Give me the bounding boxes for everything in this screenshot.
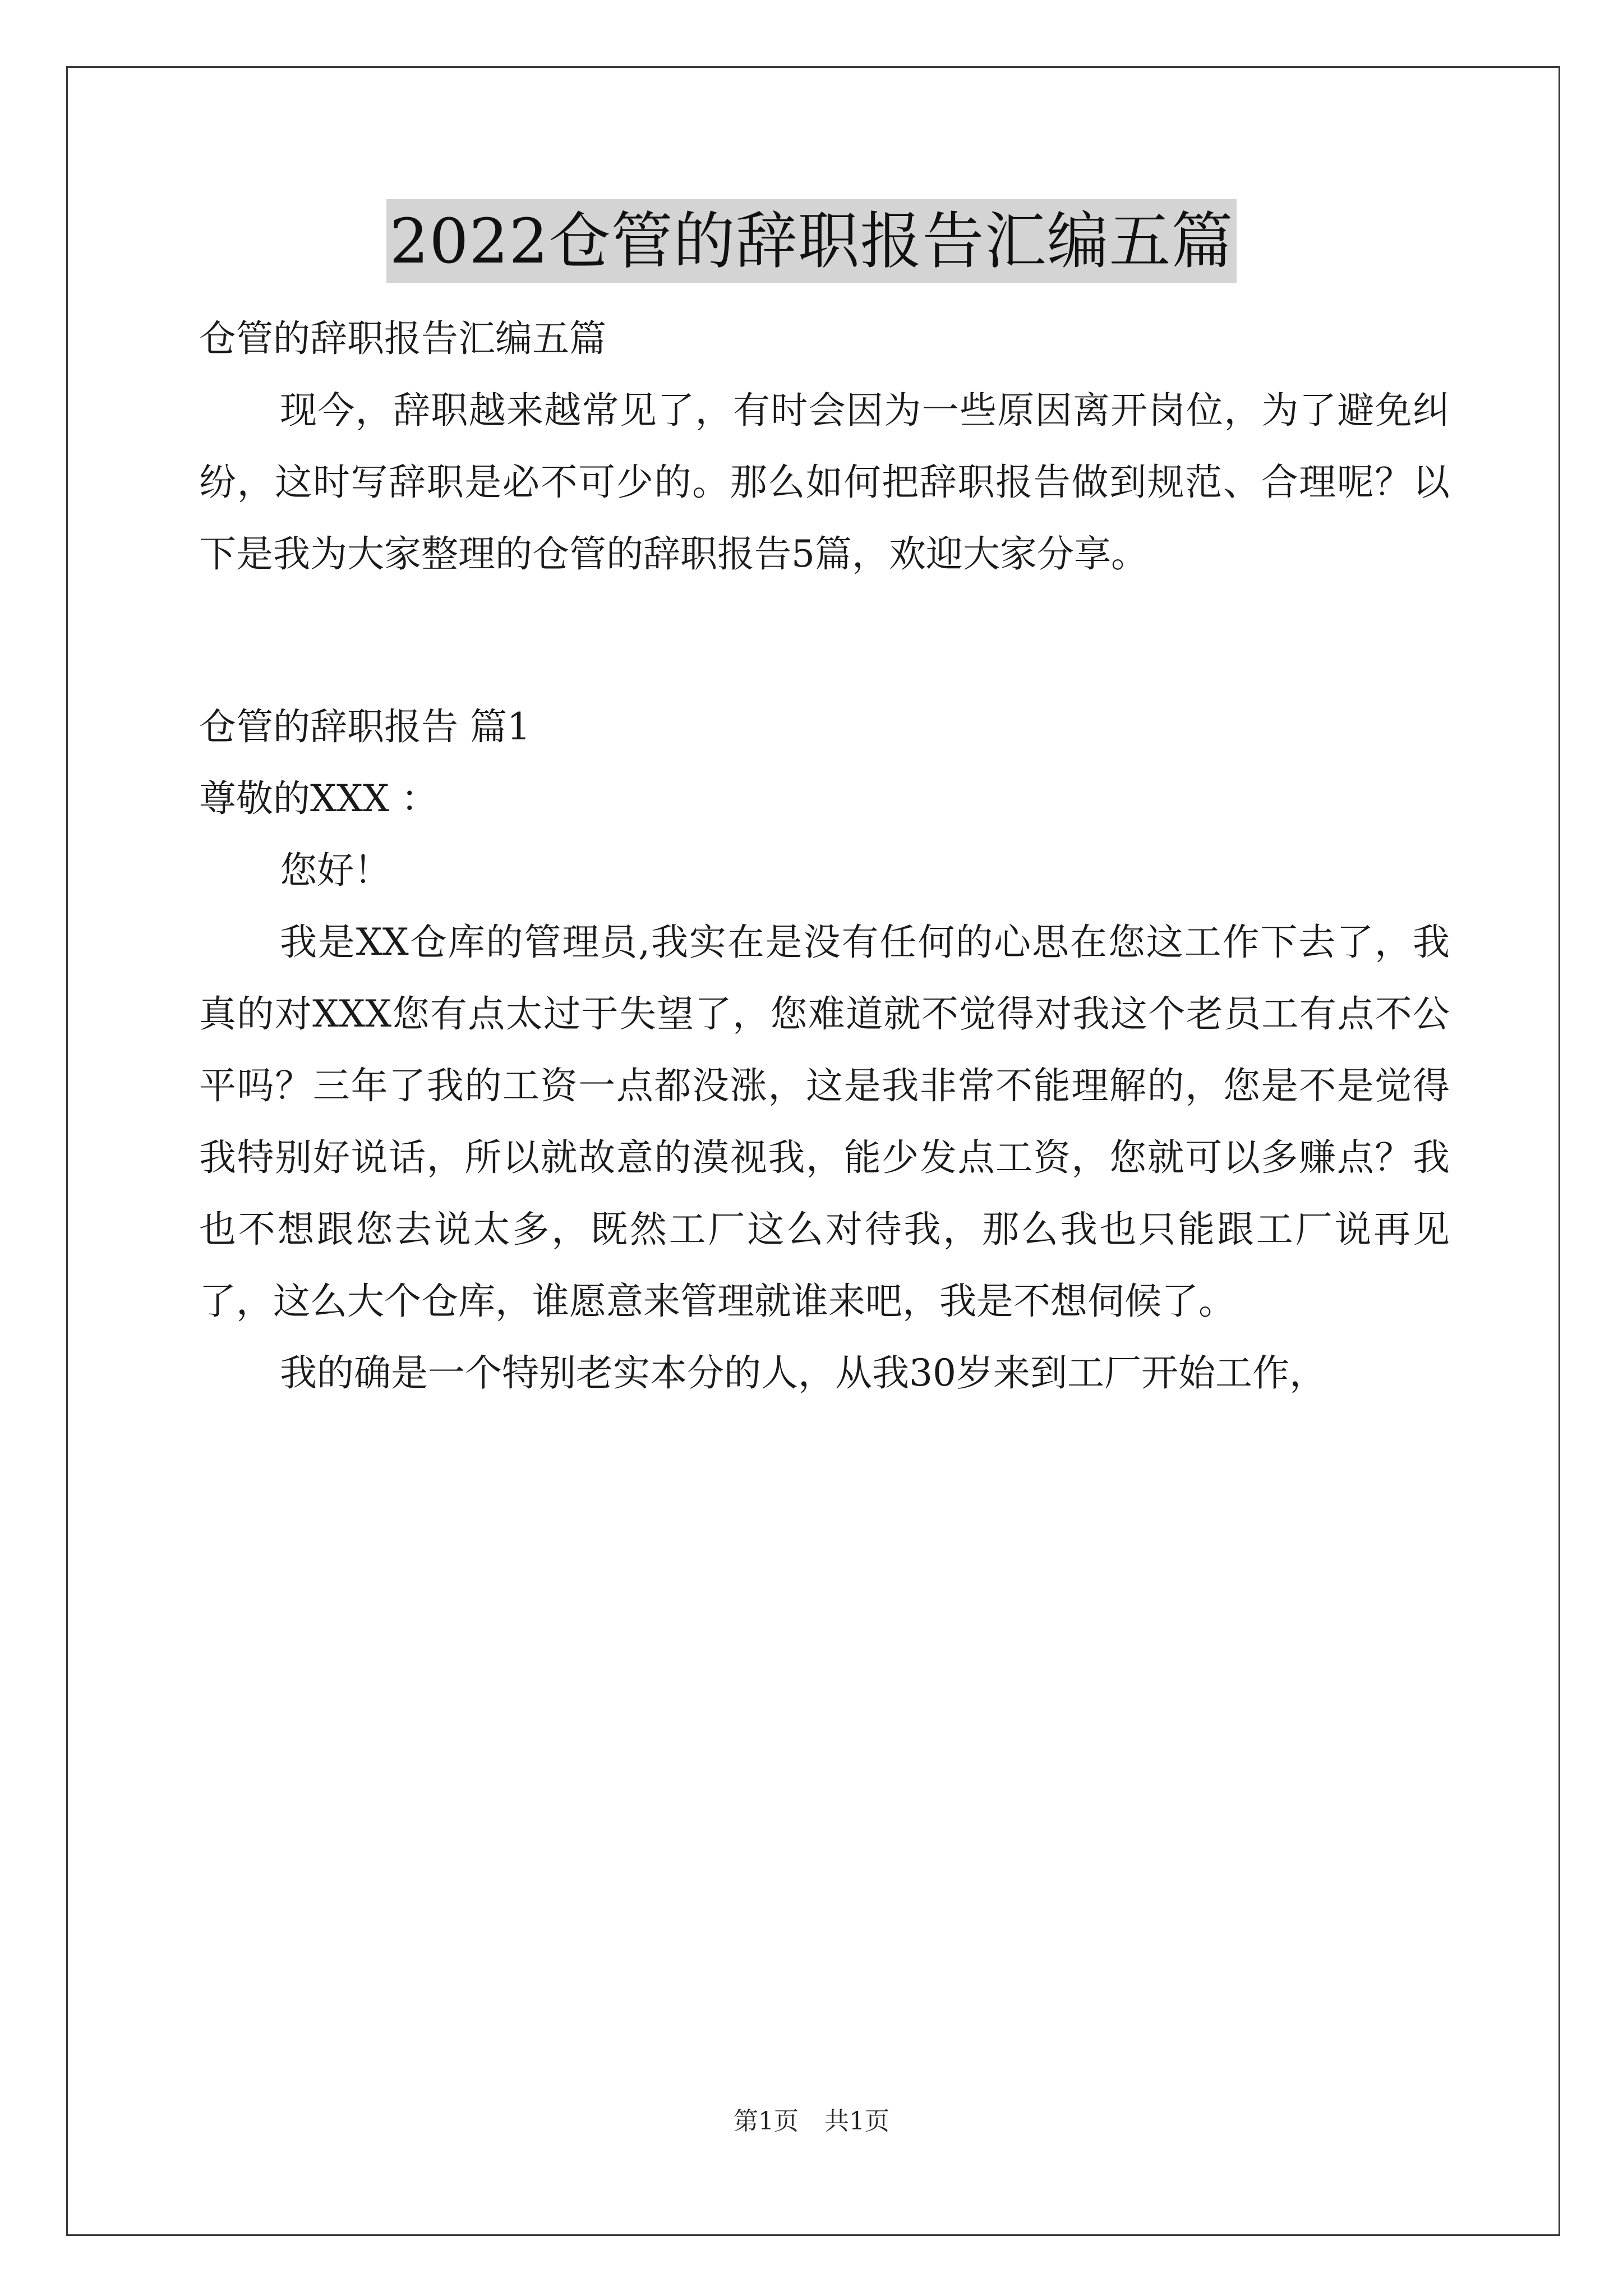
page-total: 共1页 bbox=[824, 2107, 889, 2136]
document-subtitle: 仓管的辞职报告汇编五篇 bbox=[199, 317, 606, 360]
body-paragraph: 我是XX仓库的管理员,我实在是没有任何的心思在您这工作下去了，我真的对XXX您有点太过于失望了，您难道就不觉得对我这个老员工有点不公平吗？三年了我的工资一点都没涨，这是我非常不能理解的，您是不是觉得我特别好说话，所以就故意的漠视我，能少发点工资，您就可以多赚点？我也不想跟您去说太多，既然工厂这么对待我，那么我也只能跟工厂说再见了，这么大个仓库，谁愿意来管理就谁来吧，我是不想伺候了。 bbox=[199, 921, 1450, 1323]
salutation: 尊敬的XXX ： bbox=[199, 777, 438, 820]
document-title: 2022仓管的辞职报告汇编五篇 bbox=[386, 199, 1237, 283]
greeting: 您好！ bbox=[280, 849, 391, 892]
intro-paragraph: 现今，辞职越来越常见了，有时会因为一些原因离开岗位，为了避免纠纷，这时写辞职是必不可少的。那么如何把辞职报告做到规范、合理呢？以下是我为大家整理的仓管的辞职报告5篇，欢迎大家分享。 bbox=[199, 389, 1450, 576]
document-body bbox=[199, 303, 1450, 1409]
section-heading: 仓管的辞职报告 篇1 bbox=[199, 705, 531, 748]
body-paragraph: 我的确是一个特别老实本分的人，从我30岁来到工厂开始工作， bbox=[280, 1351, 1326, 1395]
title-container bbox=[0, 199, 1623, 283]
page-footer bbox=[0, 2101, 1623, 2137]
page-number: 第1页 bbox=[734, 2107, 799, 2136]
